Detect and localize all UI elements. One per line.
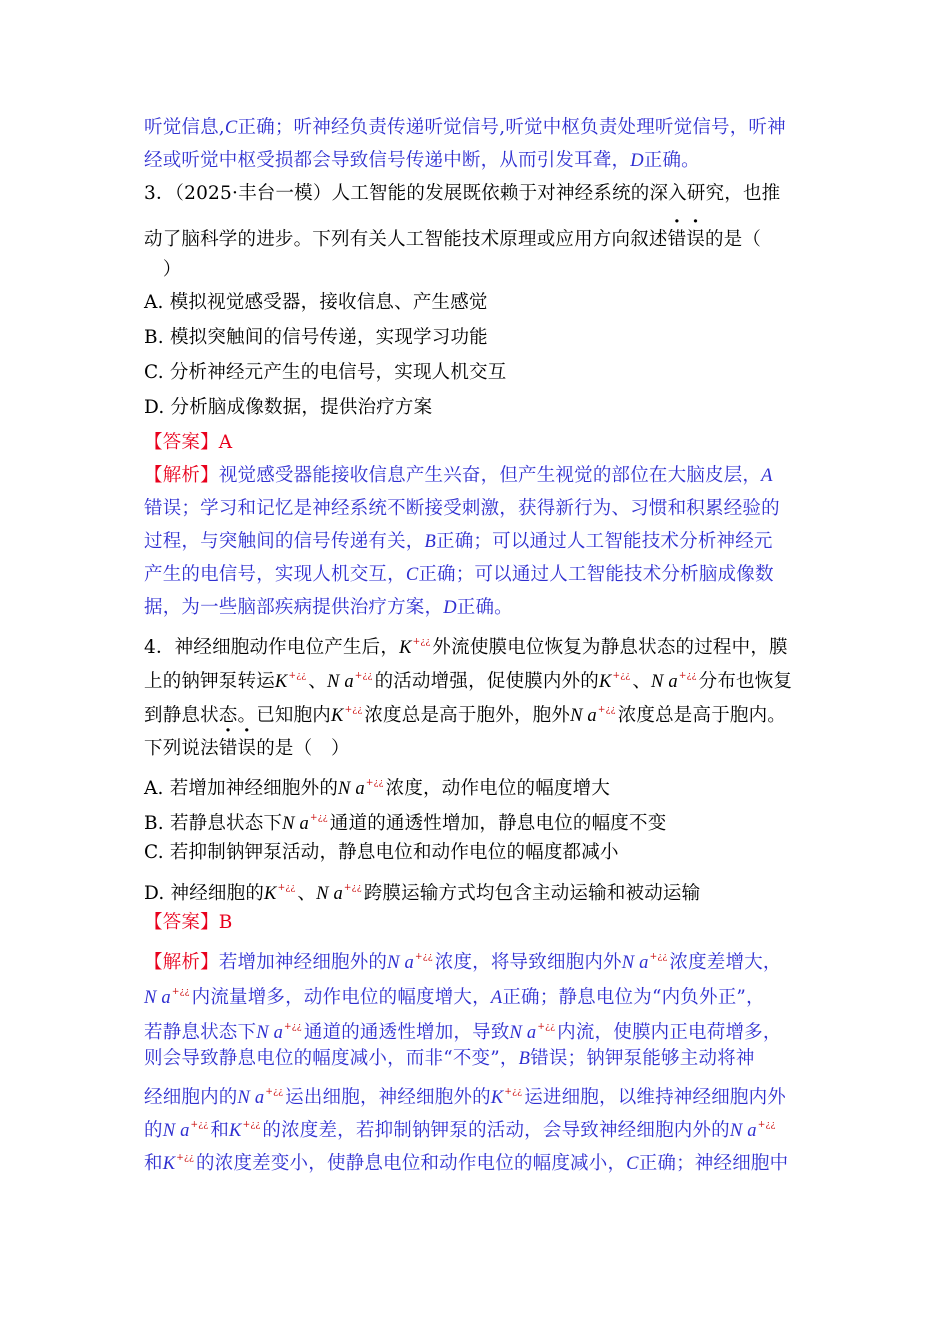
emphasis-dot-char: 误 [237,738,257,759]
analysis-label: 【解析】 [144,465,219,486]
text-segment: 下列说法 [144,738,219,759]
text-segment: ） [144,259,182,280]
math-variable: N a [256,1023,284,1043]
ion-superscript: +¿¿ [176,1153,195,1163]
text-segment: 和 [144,1153,163,1174]
text-segment: B. 模拟突触间的信号传递，实现学习功能 [144,327,488,348]
ion-superscript: +¿¿ [537,1022,556,1032]
math-variable: C [224,118,238,138]
text-segment: 过程，与突触间的信号传递有关， [144,531,425,552]
math-variable: K [274,672,288,692]
text-segment: 的浓度差，若抑制钠钾泵的活动，会导致神经细胞内外的 [262,1120,730,1141]
math-variable: K [331,706,344,726]
text-line [144,736,350,762]
ion-superscript: +¿¿ [412,637,431,647]
text-segment: 通道的通透性增加，导致 [303,1022,510,1043]
ion-superscript: +¿¿ [504,1087,523,1097]
analysis-label: 【解析】 [144,952,219,973]
math-variable: C [626,1154,639,1174]
text-line [144,115,786,141]
text-line [144,562,774,588]
text-line [144,629,788,661]
emphasis-dot-char: 错 [218,738,238,759]
text-segment: B. 若静息状态下 [144,813,283,834]
text-segment: A. 若增加神经细胞外的 [144,778,339,799]
text-line [144,979,765,1011]
text-segment: 正确。 [456,597,513,618]
text-segment: 和 [210,1120,230,1141]
math-variable: K [162,1154,176,1174]
math-variable: N a [387,953,414,973]
text-segment: 外流使膜电位恢复为静息状态的过程中，膜 [432,637,788,658]
math-variable: N a [621,953,649,973]
ion-superscript: +¿¿ [354,671,373,681]
text-line [144,1145,788,1177]
math-variable: C [405,565,419,585]
text-segment: 运出细胞，神经细胞外的 [285,1087,491,1108]
text-segment: 内流，使膜内正电荷增多， [557,1022,782,1043]
text-segment: 正确；神经细胞中 [638,1153,789,1174]
text-segment: 上的钠钾泵转运 [144,671,275,692]
ion-superscript: +¿¿ [310,813,328,823]
math-variable: N a [509,1023,537,1043]
text-segment: 【答案】A [144,432,233,453]
math-variable: A [761,466,773,486]
text-segment: 正确。 [643,150,700,171]
ion-superscript: +¿¿ [678,671,697,681]
text-segment: 的是（ ） [256,738,350,759]
text-line [144,148,700,174]
text-line [144,1046,755,1072]
text-line [144,697,786,729]
text-line [144,840,619,866]
math-variable: N a [162,1121,190,1141]
text-segment: 通道的通透性增加，静息电位的幅度不变 [329,813,667,834]
text-segment: C. 若抑制钠钾泵活动，静息电位和动作电位的幅度都减小 [144,842,619,863]
text-line [144,395,432,421]
math-variable: D [630,151,644,171]
math-variable: N a [570,706,597,726]
ion-superscript: +¿¿ [612,671,631,681]
text-segment: 浓度总是高于胞内。 [617,705,786,726]
ion-superscript: +¿¿ [171,987,190,997]
math-variable: B [518,1049,531,1069]
text-line [144,430,232,456]
text-segment: 浓度差增大， [669,952,782,973]
text-segment: 产生的电信号，实现人机交互， [144,564,406,585]
ion-superscript: +¿¿ [414,952,433,962]
math-variable: N a [729,1121,757,1141]
math-variable: N a [282,814,309,834]
ion-superscript: +¿¿ [344,705,363,715]
text-segment: 浓度总是高于胞外，胞外 [364,705,571,726]
math-variable: K [598,672,612,692]
text-segment: 【答案】B [144,912,233,933]
text-segment: 、 [632,671,652,692]
text-line [144,1112,778,1144]
text-segment: 据，为一些脑部疾病提供治疗方案， [144,597,444,618]
text-segment: 听觉信息, [144,117,225,138]
emphasis-dot-char: 误 [686,229,706,250]
emphasis-dot-char: 错 [667,229,687,250]
text-line [144,910,233,936]
ion-superscript: +¿¿ [284,1022,302,1032]
text-segment: 到静息状态。已知胞内 [144,705,332,726]
text-line [144,663,792,695]
text-segment: D. 分析脑成像数据，提供治疗方案 [144,397,433,418]
text-segment: 经或听觉中枢受损都会导致信号传递中断，从而引发耳聋， [144,150,631,171]
ion-superscript: +¿¿ [343,883,362,893]
ion-superscript: +¿¿ [242,1120,261,1130]
math-variable: K [399,638,412,658]
ion-superscript: +¿¿ [757,1120,776,1130]
text-segment: 分布也恢复 [698,671,793,692]
text-segment: 错误；学习和记忆是神经系统不断接受刺激，获得新行为、习惯和积累经验的 [144,498,780,519]
math-variable: K [490,1088,504,1108]
text-line [144,1014,782,1046]
text-segment: 正确；可以通过人工智能技术分析神经元 [436,531,773,552]
ion-superscript: +¿¿ [649,952,668,962]
text-segment: 的浓度差变小，使静息电位和动作电位的幅度减小， [196,1153,627,1174]
text-segment: 的是（ [705,229,762,250]
math-variable: N a [237,1088,265,1108]
text-segment: C. 分析神经元产生的电信号，实现人机交互 [144,362,507,383]
math-variable: B [424,532,437,552]
text-segment: 动了脑科学的进步。下列有关人工智能技术原理或应用方向叙述 [144,229,668,250]
text-line [144,805,666,837]
text-segment: A. 模拟视觉感受器，接收信息、产生感觉 [144,292,488,313]
text-segment: 错误；钠钾泵能够主动将神 [530,1048,755,1069]
text-segment: 正确；听神经负责传递听觉信号,听觉中枢负责处理听觉信号，听神 [237,117,786,138]
text-line [144,257,181,283]
text-line [144,463,773,489]
text-line [144,529,773,555]
text-segment: 运进细胞，以维持神经细胞内外 [524,1087,786,1108]
math-variable: N a [316,884,343,904]
text-line [144,1079,786,1111]
text-line [144,944,782,976]
math-variable: N a [144,988,171,1008]
text-segment: 浓度，将导致细胞内外 [434,952,622,973]
math-variable: A [490,988,503,1008]
math-variable: K [264,884,277,904]
text-line [144,770,610,802]
text-segment: 浓度，动作电位的幅度增大 [385,778,611,799]
text-segment: 、 [297,883,317,904]
ion-superscript: +¿¿ [265,1087,284,1097]
text-segment: 经细胞内的 [144,1087,238,1108]
math-variable: N a [326,672,354,692]
text-line [144,496,780,522]
math-variable: N a [338,779,365,799]
text-line [144,325,488,351]
text-line [144,290,488,316]
text-segment: 4．神经细胞动作电位产生后， [144,637,400,658]
text-segment: 若静息状态下 [144,1022,257,1043]
text-segment: 3．（2025·丰台一模）人工智能的发展既依赖于对神经系统的深入研究，也推 [144,183,781,204]
math-variable: N a [651,672,678,692]
text-line [144,181,780,207]
text-segment: 则会导致静息电位的幅度减小，而非“不变”， [144,1048,519,1069]
text-segment: 视觉感受器能接收信息产生兴奋，但产生视觉的部位在大脑皮层， [218,465,762,486]
math-variable: K [229,1121,242,1141]
math-variable: D [443,598,457,618]
text-segment: 跨膜运输方式均包含主动运输和被动运输 [363,883,701,904]
text-segment: 若增加神经细胞外的 [218,952,388,973]
ion-superscript: +¿¿ [190,1120,209,1130]
text-segment: 内流量增多，动作电位的幅度增大， [191,987,491,1008]
text-segment: 正确；静息电位为“内负外正”， [502,987,765,1008]
text-segment: D. 神经细胞的 [144,883,265,904]
text-line [144,595,513,621]
ion-superscript: +¿¿ [365,778,384,788]
ion-superscript: +¿¿ [288,671,307,681]
text-segment: 正确；可以通过人工智能技术分析脑成像数 [418,564,774,585]
text-line [144,360,506,386]
ion-superscript: +¿¿ [597,705,616,715]
text-segment: 的活动增强，促使膜内外的 [374,671,599,692]
text-segment: 、 [308,671,327,692]
text-segment: 的 [144,1120,163,1141]
text-line [144,227,761,253]
ion-superscript: +¿¿ [277,883,296,893]
text-line [144,875,700,907]
